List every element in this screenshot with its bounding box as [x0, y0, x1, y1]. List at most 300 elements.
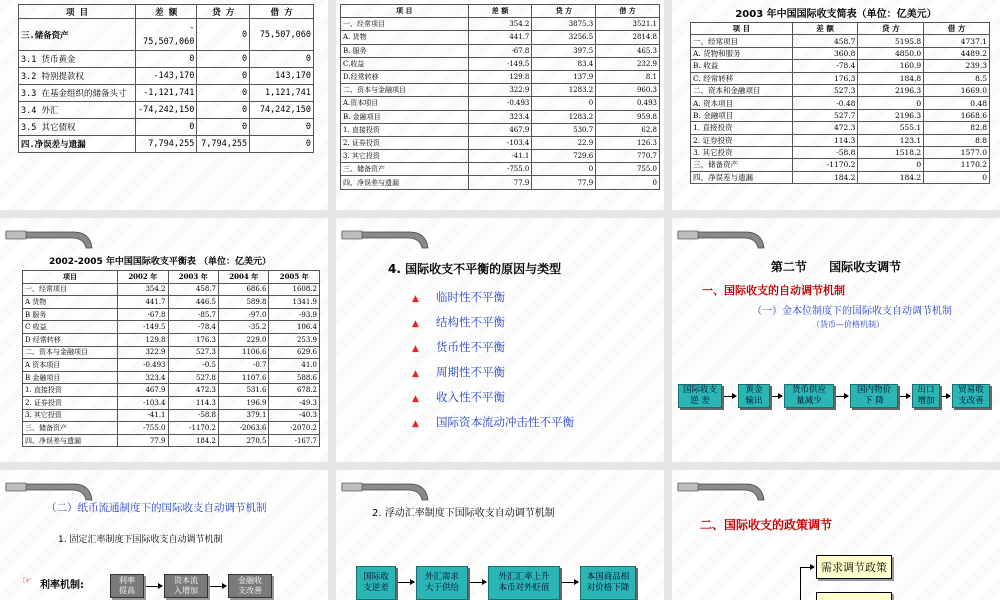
cell-value: 322.9	[118, 346, 168, 359]
list-item-label: 国际资本流动冲击性不平衡	[436, 415, 574, 429]
imbalance-types-list	[412, 286, 574, 436]
cell-value: 41.0	[269, 359, 320, 372]
table-row	[691, 60, 990, 72]
slide-thumbnail-8[interactable]	[336, 470, 664, 600]
column-header: 差 额	[136, 5, 197, 19]
cell-value: 196.9	[219, 396, 269, 409]
row-label: 1. 直接投资	[691, 122, 793, 134]
cell-value: 106.4	[269, 321, 320, 334]
cell-value: 253.9	[269, 333, 320, 346]
cell-value: 458.7	[792, 35, 858, 47]
cell-value: 1283.2	[532, 110, 596, 123]
cell-value: -755.0	[118, 422, 168, 435]
cell-value: 0	[250, 119, 314, 136]
cell-value: 770.7	[596, 150, 660, 163]
cell-value: 0	[250, 51, 314, 68]
table-row	[19, 136, 314, 153]
table-row	[23, 409, 320, 422]
slide-thumbnail-6[interactable]	[672, 218, 1000, 462]
table-header-row	[691, 23, 990, 35]
table-row	[19, 68, 314, 85]
slide-thumbnail-9[interactable]	[672, 470, 1000, 600]
cell-value: -93.9	[269, 308, 320, 321]
row-label: C 收益	[23, 321, 118, 334]
demand-policy-box: 需求调节政策	[816, 555, 892, 579]
cell-value: 0	[136, 51, 197, 68]
cell-value: 74,242,150	[250, 102, 314, 119]
flow-step-box: 本国商品相 对价格下降	[580, 566, 636, 600]
curved-bar-logo-icon	[676, 474, 766, 504]
cell-value: 323.4	[468, 110, 532, 123]
triangle-bullet-icon: ▲	[412, 294, 419, 304]
flow-step-box: 货币供应 量减少	[784, 384, 834, 408]
bracket-line	[800, 567, 801, 600]
column-header: 贷 方	[858, 23, 924, 35]
row-label: 2. 证券投资	[341, 136, 469, 149]
table-row	[23, 384, 320, 397]
cell-value: 530.7	[532, 123, 596, 136]
cell-value: 678.2	[269, 384, 320, 397]
cell-value: 1106.6	[219, 346, 269, 359]
row-label: 1. 直接投资	[341, 123, 469, 136]
cell-value: 472.3	[168, 384, 218, 397]
table-row	[19, 19, 314, 51]
triangle-bullet-icon: ▲	[412, 394, 419, 404]
cell-value: -0.493	[468, 97, 532, 110]
table-row	[691, 122, 990, 134]
cell-value: 1608.2	[269, 283, 320, 296]
cell-value: 354.2	[468, 18, 532, 31]
cell-value: 0	[197, 85, 250, 102]
flow-step-box: 国际收支 逆 差	[678, 384, 722, 408]
row-label: 3. 其它投资	[341, 150, 469, 163]
table-row	[341, 70, 660, 83]
flow-step-box: 国内物价 下 降	[850, 384, 898, 408]
table-row	[19, 51, 314, 68]
next-policy-box	[816, 592, 892, 600]
table-row	[691, 171, 990, 183]
cell-value: 2196.3	[858, 84, 924, 96]
cell-value: 2814.8	[596, 31, 660, 44]
triangle-bullet-icon: ▲	[412, 419, 419, 429]
cell-value: 77.9	[532, 176, 596, 189]
column-header: 项 目	[19, 5, 136, 19]
table-header-row	[19, 5, 314, 19]
row-label: 二、资本与金融项目	[341, 84, 469, 97]
column-header: 项目	[23, 271, 118, 284]
cell-value: -85.7	[168, 308, 218, 321]
cell-value: 232.9	[596, 57, 660, 70]
cell-value: 22.9	[532, 136, 596, 149]
row-label: 2. 证券投资	[23, 396, 118, 409]
cell-value: -103.4	[118, 396, 168, 409]
triangle-bullet-icon: ▲	[412, 369, 419, 379]
cell-value: -35.2	[219, 321, 269, 334]
cell-value: -0.7	[219, 359, 269, 372]
cell-value: 0	[197, 68, 250, 85]
table-row	[691, 159, 990, 171]
cell-value: 75,507,060	[250, 19, 314, 51]
table-row	[691, 35, 990, 47]
cell-value: 0	[250, 136, 314, 153]
mechanism-label: 利率机制:	[40, 580, 84, 591]
reserve-assets-table	[18, 4, 314, 153]
cell-value: 1341.9	[269, 296, 320, 309]
cell-value: -0.493	[118, 359, 168, 372]
cell-value: -2063.6	[219, 422, 269, 435]
flow-step-box: 外汇需求 大于供给	[416, 566, 468, 600]
row-label: 四、净误差与遗漏	[691, 171, 793, 183]
row-label: B. 金融项目	[691, 109, 793, 121]
cell-value: -78.4	[168, 321, 218, 334]
cell-value: 4489.2	[924, 47, 990, 59]
row-label: B. 服务	[341, 44, 469, 57]
table-row	[23, 422, 320, 435]
section-heading: 一、国际收支的自动调节机制	[702, 284, 845, 297]
flow-arrow	[562, 582, 578, 583]
hand-pointer-icon: ☞	[22, 574, 32, 587]
row-label: A. 货物和服务	[691, 47, 793, 59]
cell-value: 7,794,255	[197, 136, 250, 153]
row-label: 三.储备资产	[19, 19, 136, 51]
slide-thumbnail-3[interactable]	[672, 0, 1000, 210]
row-label: 三、储备资产	[23, 422, 118, 435]
row-label: 四、净误差与遗漏	[341, 176, 469, 189]
row-label: D.经常转移	[341, 70, 469, 83]
row-label: C. 经常转移	[691, 72, 793, 84]
table-row	[23, 283, 320, 296]
table-row	[19, 85, 314, 102]
column-header: 项 目	[341, 5, 469, 18]
column-header: 借 方	[924, 23, 990, 35]
flow-arrow	[836, 396, 848, 397]
cell-value: 229.0	[219, 333, 269, 346]
slide-thumbnail-7[interactable]	[0, 470, 328, 600]
table-row	[691, 84, 990, 96]
cell-value: 465.3	[596, 44, 660, 57]
slide-title: 第二节 国际收支调节	[770, 260, 902, 274]
list-item	[412, 411, 574, 436]
cell-value: 2196.3	[858, 109, 924, 121]
cell-value: 83.4	[532, 57, 596, 70]
table-row	[341, 176, 660, 189]
balance-of-payments-2002-2005-table	[22, 270, 320, 447]
column-header: 贷 方	[532, 5, 596, 18]
row-label: 3.2 特别提款权	[19, 68, 136, 85]
flow-step-box: 外汇汇率上升 本币对外贬值	[488, 566, 560, 600]
cell-value: 527.8	[168, 371, 218, 384]
column-header: 借 方	[250, 5, 314, 19]
cell-value: 0	[858, 159, 924, 171]
cell-value: 1,121,741	[250, 85, 314, 102]
cell-value: 5195.8	[858, 35, 924, 47]
row-label: 3. 其它投资	[23, 409, 118, 422]
table-row	[23, 434, 320, 447]
table-row	[341, 84, 660, 97]
cell-value: 4850.0	[858, 47, 924, 59]
cell-value: 0	[136, 119, 197, 136]
list-item	[412, 336, 574, 361]
cell-value: 323.4	[118, 371, 168, 384]
cell-value: 0	[532, 97, 596, 110]
curved-bar-logo-icon	[340, 222, 430, 252]
row-label: 四.净误差与遗漏	[19, 136, 136, 153]
slide-title: 4. 国际收支不平衡的原因与类型	[388, 262, 562, 276]
cell-value: -49.3	[269, 396, 320, 409]
row-label: 1. 直接投资	[23, 384, 118, 397]
triangle-bullet-icon: ▲	[412, 319, 419, 329]
cell-value: -74,242,150	[136, 102, 197, 119]
list-item	[412, 286, 574, 311]
cell-value: 176.3	[792, 72, 858, 84]
cell-value: 960.3	[596, 84, 660, 97]
cell-value: 77.9	[468, 176, 532, 189]
cell-value: 82.8	[924, 122, 990, 134]
cell-value: 729.6	[532, 150, 596, 163]
table-row	[341, 123, 660, 136]
row-label: 二、资本和金融项目	[691, 84, 793, 96]
cell-value: 354.2	[118, 283, 168, 296]
balance-of-payments-2003-table	[690, 22, 990, 184]
cell-value: -2070.2	[269, 422, 320, 435]
slide-thumbnail-1[interactable]	[0, 0, 328, 210]
cell-value: 4737.1	[924, 35, 990, 47]
table-row	[23, 346, 320, 359]
slide-title: 二、国际收支的政策调节	[700, 518, 833, 532]
flow-arrow	[398, 582, 414, 583]
row-label: 二、资本与金融项目	[23, 346, 118, 359]
table-row	[23, 333, 320, 346]
cell-value: 458.7	[168, 283, 218, 296]
slide-title: 2. 浮动汇率制度下国际收支自动调节机制	[372, 508, 555, 519]
cell-value: 0	[596, 176, 660, 189]
cell-value: 7,794,255	[136, 136, 197, 153]
row-label: 三、储备资产	[341, 163, 469, 176]
cell-value: -0.5	[168, 359, 218, 372]
column-header: 差 额	[468, 5, 532, 18]
cell-value: 0	[924, 171, 990, 183]
slide-thumbnail-5[interactable]	[336, 218, 664, 462]
cell-value: 0	[197, 102, 250, 119]
flow-arrow	[900, 396, 910, 397]
table-row	[341, 150, 660, 163]
flow-arrow	[724, 396, 736, 397]
cell-value: 1107.6	[219, 371, 269, 384]
column-header: 项 目	[691, 23, 793, 35]
list-item-label: 周期性不平衡	[436, 365, 505, 379]
cell-value: -41.1	[468, 150, 532, 163]
table-row	[23, 396, 320, 409]
cell-value: 123.1	[858, 134, 924, 146]
row-label: 一、经常项目	[691, 35, 793, 47]
flow-step-box: 利率 提高	[110, 574, 144, 598]
cell-value: 1283.2	[532, 84, 596, 97]
table-row	[341, 110, 660, 123]
cell-value: 588.6	[269, 371, 320, 384]
cell-value: -41.1	[118, 409, 168, 422]
cell-value: 126.3	[596, 136, 660, 149]
flow-arrow	[470, 582, 486, 583]
table-row	[23, 296, 320, 309]
row-label: A. 货物	[341, 31, 469, 44]
row-label: B. 金融项目	[341, 110, 469, 123]
cell-value: 446.5	[168, 296, 218, 309]
cell-value: 0	[197, 51, 250, 68]
list-item-label: 收入性不平衡	[436, 390, 505, 404]
cell-value: 77.9	[118, 434, 168, 447]
row-label: 3.3 在基金组织的储备头寸	[19, 85, 136, 102]
cell-value: 62.8	[596, 123, 660, 136]
cell-value: 3256.5	[532, 31, 596, 44]
table-row	[691, 72, 990, 84]
cell-value: 959.8	[596, 110, 660, 123]
cell-value: 555.1	[858, 122, 924, 134]
cell-value: 3875.3	[532, 18, 596, 31]
bracket-arrow	[800, 567, 814, 568]
cell-value: 1669.0	[924, 84, 990, 96]
cell-value: -1,121,741	[136, 85, 197, 102]
table-row	[19, 119, 314, 136]
cell-value: 176.3	[168, 333, 218, 346]
column-header: 2003 年	[168, 271, 218, 284]
cell-value: 686.6	[219, 283, 269, 296]
cell-value: -1170.2	[168, 422, 218, 435]
cell-value: -67.8	[468, 44, 532, 57]
table-row	[341, 57, 660, 70]
column-header: 贷 方	[197, 5, 250, 19]
cell-value: -58.8	[792, 146, 858, 158]
row-label: 2. 证券投资	[691, 134, 793, 146]
flow-arrow	[942, 396, 950, 397]
cell-value: -58.8	[168, 409, 218, 422]
cell-value: 0.48	[924, 97, 990, 109]
list-item-label: 临时性不平衡	[436, 290, 505, 304]
cell-value: 1577.0	[924, 146, 990, 158]
cell-value: 0	[858, 97, 924, 109]
cell-value: 755.0	[596, 163, 660, 176]
cell-value: 527.3	[168, 346, 218, 359]
slide-thumbnail-4[interactable]	[0, 218, 328, 462]
cell-value: 143,170	[250, 68, 314, 85]
table-row	[23, 371, 320, 384]
table-row	[341, 163, 660, 176]
row-label: 3.1 货币黄金	[19, 51, 136, 68]
cell-value: 360.8	[792, 47, 858, 59]
cell-value: -149.5	[468, 57, 532, 70]
slide-title: （二）纸币流通制度下的国际收支自动调节机制	[46, 502, 267, 514]
cell-value: 129.8	[118, 333, 168, 346]
table-row	[341, 44, 660, 57]
table-row	[341, 18, 660, 31]
row-label: 一、经常项目	[341, 18, 469, 31]
column-header: 借 方	[596, 5, 660, 18]
cell-value: 441.7	[468, 31, 532, 44]
row-label: D 经常转移	[23, 333, 118, 346]
flow-step-box: 金融收 支改善	[228, 574, 272, 598]
cell-value: 184.2	[792, 171, 858, 183]
table-header-row	[23, 271, 320, 284]
row-label: 三、储备资产	[691, 159, 793, 171]
cell-value: 0.493	[596, 97, 660, 110]
table-row	[341, 97, 660, 110]
balance-of-payments-2002-table	[340, 4, 660, 190]
cell-value: 527.7	[792, 109, 858, 121]
cell-value: -167.7	[269, 434, 320, 447]
flow-arrow	[146, 586, 162, 587]
flow-step-box: 出口 增加	[912, 384, 940, 408]
cell-value: 160.9	[858, 60, 924, 72]
table-row	[691, 134, 990, 146]
mechanism-label: （货币—价格机制）	[812, 320, 884, 329]
cell-value: 3521.1	[596, 18, 660, 31]
cell-value: 467.9	[118, 384, 168, 397]
curved-bar-logo-icon	[4, 222, 94, 252]
cell-value: 1518.2	[858, 146, 924, 158]
row-label: C.收益	[341, 57, 469, 70]
cell-value: 322.9	[468, 84, 532, 97]
list-item-label: 货币性不平衡	[436, 340, 505, 354]
row-label: 3.5 其它债权	[19, 119, 136, 136]
table-row	[19, 102, 314, 119]
table-row	[23, 359, 320, 372]
table-header-row	[341, 5, 660, 18]
cell-value: -40.3	[269, 409, 320, 422]
cell-value: -755.0	[468, 163, 532, 176]
subsection-heading: （一）金本位制度下的国际收支自动调节机制	[752, 306, 952, 317]
table-row	[341, 31, 660, 44]
cell-value: 137.9	[532, 70, 596, 83]
cell-value: -67.8	[118, 308, 168, 321]
subsection-heading: 1. 固定汇率制度下国际收支自动调节机制	[58, 535, 223, 545]
table-row	[23, 321, 320, 334]
cell-value: -149.5	[118, 321, 168, 334]
table-row	[691, 109, 990, 121]
cell-value: -0.48	[792, 97, 858, 109]
column-header: 2005 年	[269, 271, 320, 284]
cell-value: 8.5	[924, 72, 990, 84]
curved-bar-logo-icon	[676, 222, 766, 252]
cell-value: 467.9	[468, 123, 532, 136]
column-header: 差 额	[792, 23, 858, 35]
cell-value: -1170.2	[792, 159, 858, 171]
cell-value: 1170.2	[924, 159, 990, 171]
cell-value: -97.0	[219, 308, 269, 321]
cell-value: 0	[197, 19, 250, 51]
list-item	[412, 361, 574, 386]
curved-bar-logo-icon	[340, 474, 430, 504]
cell-value: 114.3	[168, 396, 218, 409]
row-label: B 金融项目	[23, 371, 118, 384]
table-row	[23, 308, 320, 321]
slide-thumbnail-2[interactable]	[336, 0, 664, 210]
cell-value: 441.7	[118, 296, 168, 309]
list-item-label: 结构性不平衡	[436, 315, 505, 329]
table-row	[341, 136, 660, 149]
cell-value: 472.3	[792, 122, 858, 134]
cell-value: 0	[197, 119, 250, 136]
cell-value: 8.1	[596, 70, 660, 83]
row-label: A 货物	[23, 296, 118, 309]
cell-value: -103.4	[468, 136, 532, 149]
flow-arrow	[210, 586, 226, 587]
slide-title: 2003 年中国国际收支简表（单位：亿美元）	[735, 9, 937, 20]
cell-value: 184.8	[858, 72, 924, 84]
cell-value: 379.1	[219, 409, 269, 422]
row-label: A. 资本项目	[691, 97, 793, 109]
flow-step-box: 贸易收 支改善	[952, 384, 990, 408]
cell-value: 527.3	[792, 84, 858, 96]
row-label: 3.4 外汇	[19, 102, 136, 119]
